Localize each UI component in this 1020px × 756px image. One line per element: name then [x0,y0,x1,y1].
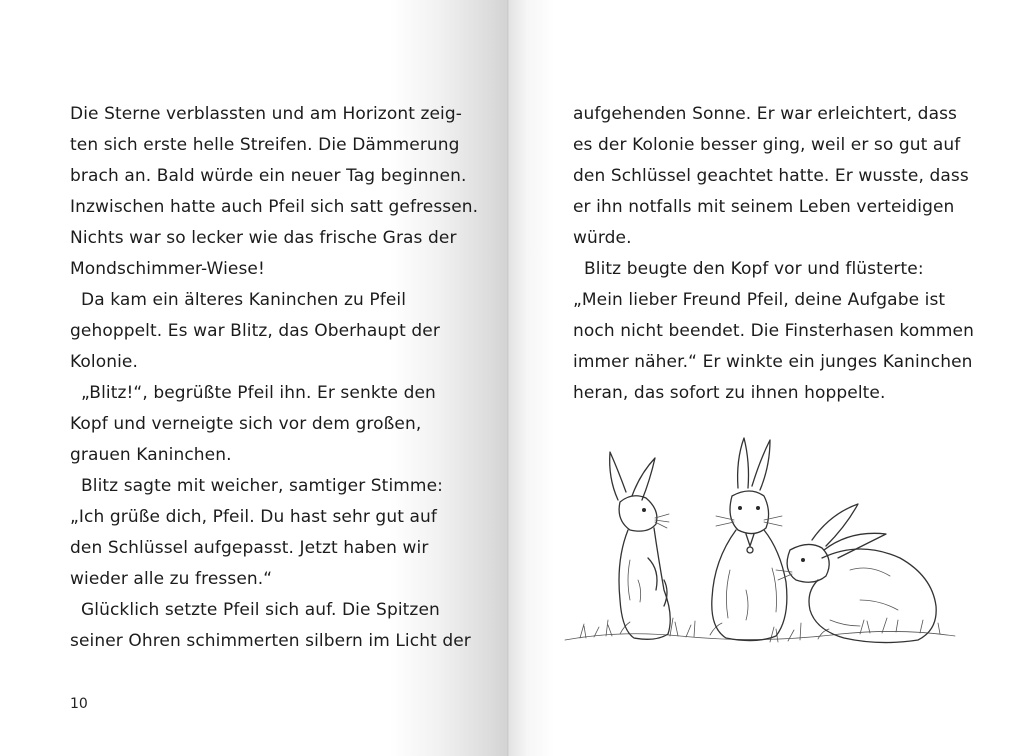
text-line: aufgehenden Sonne. Er war erleichtert, dass [573,104,958,124]
left-page [0,0,509,756]
text-line: Blitz beugte den Kopf vor und flüsterte: [573,259,924,279]
text-line: den Schlüssel geachtet hatte. Er wusste, dass [573,166,969,186]
text-line: Nichts war so lecker wie das frische Gras der [70,228,457,248]
text-line: grauen Kaninchen. [70,445,232,465]
left-page-text [70,99,479,657]
rabbit-left [610,452,671,639]
text-line: „Ich grüße dich, Pfeil. Du hast sehr gut auf [70,507,437,527]
three-rabbits-sketch-icon [560,430,960,655]
text-line: er ihn notfalls mit seinem Leben verteidigen [573,197,955,217]
text-line: ten sich erste helle Streifen. Die Dämmerung [70,135,460,155]
text-line: seiner Ohren schimmerten silbern im Licht der [70,631,471,651]
rabbit-right [776,504,936,643]
right-page-text [573,99,974,409]
text-line: es der Kolonie besser ging, weil er so gut auf [573,135,961,155]
text-line: heran, das sofort zu ihnen hoppelte. [573,383,886,403]
text-line: Kopf und verneigte sich vor dem großen, [70,414,422,434]
text-line: „Mein lieber Freund Pfeil, deine Aufgabe ist [573,290,946,310]
text-line: Kolonie. [70,352,138,372]
rabbit-middle [712,438,787,641]
text-line: immer näher.“ Er winkte ein junges Kaninchen [573,352,973,372]
text-line: den Schlüssel aufgepasst. Jetzt haben wir [70,538,429,558]
text-line: „Blitz!“, begrüßte Pfeil ihn. Er senkte den [70,383,436,403]
text-line: Da kam ein älteres Kaninchen zu Pfeil [70,290,407,310]
text-line: Glücklich setzte Pfeil sich auf. Die Spitzen [70,600,440,620]
text-line: Inzwischen hatte auch Pfeil sich satt gefressen. [70,197,479,217]
text-line: Blitz sagte mit weicher, samtiger Stimme: [70,476,443,496]
text-line: wieder alle zu fressen.“ [70,569,273,589]
text-line: gehoppelt. Es war Blitz, das Oberhaupt der [70,321,440,341]
page-number: 10 [70,696,88,712]
text-line: noch nicht beendet. Die Finsterhasen kommen [573,321,974,341]
text-line: brach an. Bald würde ein neuer Tag beginnen. [70,166,467,186]
text-line: Die Sterne verblassten und am Horizont zeig- [70,104,462,124]
text-line: würde. [573,228,632,248]
text-line: Mondschimmer-Wiese! [70,259,265,279]
